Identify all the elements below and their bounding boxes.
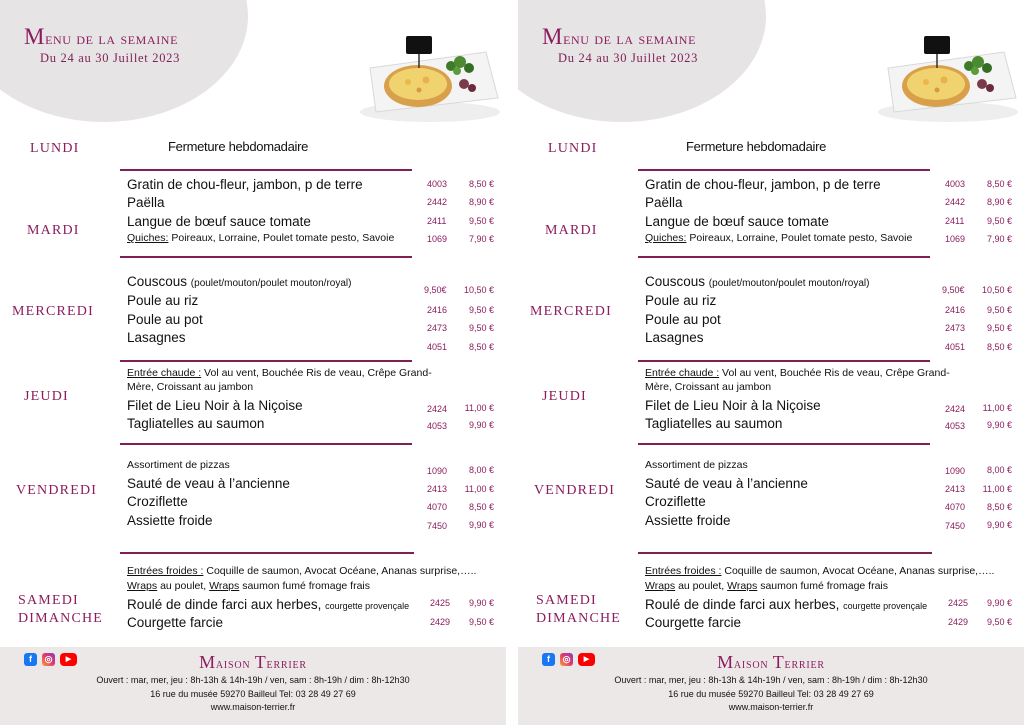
dish-name: Gratin de chou-fleur, jambon, p de terre bbox=[127, 177, 363, 192]
brand-logo: Maison Terrier bbox=[199, 652, 307, 672]
instagram-icon[interactable]: ◎ bbox=[42, 653, 55, 666]
dish-name: Langue de bœuf sauce tomate bbox=[127, 214, 311, 229]
dish-code: 1069 bbox=[427, 234, 448, 244]
dish-name: Tagliatelles au saumon bbox=[127, 416, 265, 431]
dish-name: Gratin de chou-fleur, jambon, p de terre bbox=[645, 177, 881, 192]
dish-name: Lasagnes bbox=[127, 330, 186, 345]
address-phone: 16 rue du musée 59270 Bailleul Tel: 03 28 49 27 69 bbox=[668, 689, 874, 699]
dish-name: Courgette farcie bbox=[645, 615, 742, 630]
dish-code: 7450 bbox=[427, 521, 448, 531]
dish-name: Poule au riz bbox=[127, 293, 199, 308]
footer bbox=[0, 647, 506, 725]
pizza-plate-photo bbox=[874, 24, 1022, 126]
day-label-dimanche: DIMANCHE bbox=[536, 611, 622, 626]
dish-price: 8,90 € bbox=[468, 197, 494, 207]
menu-title: Menu de la semaine bbox=[24, 24, 178, 49]
section-divider bbox=[638, 360, 930, 362]
dish-name: Assortiment de pizzas bbox=[127, 459, 230, 471]
dish-price: 9,90 € bbox=[986, 598, 1012, 608]
dish-price: 9,50 € bbox=[986, 305, 1012, 315]
section-divider bbox=[120, 443, 412, 445]
dish-name: Lasagnes bbox=[645, 330, 704, 345]
youtube-icon[interactable]: ▶ bbox=[578, 653, 595, 666]
day-label-lundi: LUNDI bbox=[548, 141, 598, 156]
section-divider bbox=[120, 552, 414, 554]
dish-price: 9,90 € bbox=[468, 420, 494, 430]
dish-code: 2473 bbox=[427, 323, 448, 333]
youtube-icon[interactable]: ▶ bbox=[60, 653, 77, 666]
lundi-closed-note: Fermeture hebdomadaire bbox=[686, 139, 827, 154]
dish-name: Roulé de dinde farci aux herbes, courgette provençale bbox=[645, 597, 928, 612]
dish-code: 4051 bbox=[945, 342, 966, 352]
dish-code: 2411 bbox=[427, 216, 447, 226]
dish-price: 8,50 € bbox=[468, 342, 494, 352]
dish-price: 9,50 € bbox=[986, 323, 1012, 333]
section-divider bbox=[120, 360, 412, 362]
dish-name: Tagliatelles au saumon bbox=[645, 416, 783, 431]
dish-code: 4003 bbox=[945, 179, 966, 189]
dish-price: 11,00 € bbox=[464, 484, 494, 494]
dish-code: 2411 bbox=[945, 216, 965, 226]
dish-price: 7,90 € bbox=[986, 234, 1012, 244]
dish-code: 2416 bbox=[427, 305, 448, 315]
dish-code: 2473 bbox=[945, 323, 966, 333]
dish-name: Roulé de dinde farci aux herbes, courgette provençale bbox=[127, 597, 410, 612]
dish-name: Filet de Lieu Noir à la Niçoise bbox=[127, 398, 303, 413]
entree-chaude-line: Entrée chaude : Vol au vent, Bouchée Ris de veau, Crêpe Grand-Mère, Croissant au jambon bbox=[645, 367, 950, 393]
dish-price: 7,90 € bbox=[468, 234, 494, 244]
menu-page-right bbox=[518, 0, 1024, 725]
wraps-line: Wraps au poulet, Wraps saumon fumé fromage frais bbox=[127, 580, 371, 592]
dish-name: Assortiment de pizzas bbox=[645, 459, 748, 471]
dish-code: 2416 bbox=[945, 305, 966, 315]
dish-price: 8,00 € bbox=[986, 465, 1012, 475]
dish-name: Croziflette bbox=[127, 494, 188, 509]
dish-price: 9,50 € bbox=[468, 216, 494, 226]
day-label-jeudi: JEUDI bbox=[24, 389, 69, 404]
day-label-vendredi: VENDREDI bbox=[16, 483, 98, 498]
dish-price: 8,00 € bbox=[468, 465, 494, 475]
dish-price: 9,90 € bbox=[468, 520, 494, 530]
dish-price: 9,50 € bbox=[986, 216, 1012, 226]
dish-code: 2424 bbox=[945, 404, 966, 414]
dish-name: Paëlla bbox=[645, 195, 683, 210]
dish-price: 9,50 € bbox=[468, 323, 494, 333]
dish-code: 4070 bbox=[945, 502, 966, 512]
day-label-samedi: SAMEDI bbox=[536, 593, 597, 608]
dish-code: 2413 bbox=[427, 484, 448, 494]
dish-price: 8,90 € bbox=[986, 197, 1012, 207]
dish-name: Courgette farcie bbox=[127, 615, 224, 630]
dish-price: 10,50 € bbox=[463, 285, 494, 295]
section-divider bbox=[638, 169, 930, 171]
section-divider bbox=[120, 169, 412, 171]
dish-price: 8,50 € bbox=[468, 179, 494, 189]
dish-code: 2429 bbox=[948, 617, 969, 627]
day-label-jeudi: JEUDI bbox=[542, 389, 587, 404]
day-label-lundi: LUNDI bbox=[30, 141, 80, 156]
dish-price: 11,00 € bbox=[982, 403, 1012, 413]
dish-code: 9,50€ bbox=[424, 285, 447, 295]
quiches-line: Quiches: Poireaux, Lorraine, Poulet tomate pesto, Savoie bbox=[645, 232, 913, 244]
facebook-icon[interactable]: f bbox=[24, 653, 37, 666]
dish-code: 2442 bbox=[945, 197, 966, 207]
dish-price: 11,00 € bbox=[464, 403, 494, 413]
dish-name: Langue de bœuf sauce tomate bbox=[645, 214, 829, 229]
dish-code: 4051 bbox=[427, 342, 448, 352]
dish-price: 9,50 € bbox=[468, 617, 494, 627]
brand-logo: Maison Terrier bbox=[717, 652, 825, 672]
day-label-mercredi: MERCREDI bbox=[530, 304, 612, 319]
dish-code: 4053 bbox=[945, 421, 966, 431]
menu-dates: Du 24 au 30 Juillet 2023 bbox=[558, 51, 699, 65]
instagram-icon[interactable]: ◎ bbox=[560, 653, 573, 666]
menu-title: Menu de la semaine bbox=[542, 24, 696, 49]
dish-name: Poule au pot bbox=[645, 312, 721, 327]
dish-name: Couscous (poulet/mouton/poulet mouton/royal) bbox=[127, 274, 352, 289]
dish-name: Poule au riz bbox=[645, 293, 717, 308]
menu-page-left bbox=[0, 0, 506, 725]
dish-price: 8,50 € bbox=[986, 179, 1012, 189]
dish-name: Assiette froide bbox=[645, 513, 731, 528]
dish-name: Sauté de veau à l’ancienne bbox=[127, 476, 290, 491]
dish-name: Paëlla bbox=[127, 195, 165, 210]
dish-name: Croziflette bbox=[645, 494, 706, 509]
dish-code: 2425 bbox=[948, 598, 969, 608]
dish-code: 2413 bbox=[945, 484, 966, 494]
dish-price: 9,90 € bbox=[986, 520, 1012, 530]
section-divider bbox=[638, 552, 932, 554]
quiches-line: Quiches: Poireaux, Lorraine, Poulet tomate pesto, Savoie bbox=[127, 232, 395, 244]
entrees-froides-line: Entrées froides : Coquille de saumon, Avocat Océane, Ananas surprise,….. bbox=[127, 565, 477, 577]
section-divider bbox=[120, 256, 412, 258]
dish-code: 9,50€ bbox=[942, 285, 965, 295]
website-link[interactable]: www.maison-terrier.fr bbox=[728, 702, 814, 712]
entrees-froides-line: Entrées froides : Coquille de saumon, Avocat Océane, Ananas surprise,….. bbox=[645, 565, 995, 577]
dish-price: 9,90 € bbox=[468, 598, 494, 608]
dish-code: 2429 bbox=[430, 617, 451, 627]
dish-code: 1090 bbox=[945, 466, 966, 476]
dish-name: Assiette froide bbox=[127, 513, 213, 528]
dish-price: 8,50 € bbox=[468, 502, 494, 512]
dish-code: 2425 bbox=[430, 598, 451, 608]
dish-code: 7450 bbox=[945, 521, 966, 531]
website-link[interactable]: www.maison-terrier.fr bbox=[210, 702, 296, 712]
dish-code: 4003 bbox=[427, 179, 448, 189]
dish-price: 11,00 € bbox=[982, 484, 1012, 494]
dish-code: 2442 bbox=[427, 197, 448, 207]
day-label-mardi: MARDI bbox=[545, 223, 598, 238]
day-label-mardi: MARDI bbox=[27, 223, 80, 238]
address-phone: 16 rue du musée 59270 Bailleul Tel: 03 28 49 27 69 bbox=[150, 689, 356, 699]
dish-name: Sauté de veau à l’ancienne bbox=[645, 476, 808, 491]
opening-hours: Ouvert : mar, mer, jeu : 8h-13h & 14h-19h / ven, sam : 8h-19h / dim : 8h-12h30 bbox=[614, 675, 928, 685]
entree-chaude-line: Entrée chaude : Vol au vent, Bouchée Ris de veau, Crêpe Grand-Mère, Croissant au jambon bbox=[127, 367, 432, 393]
day-label-samedi: SAMEDI bbox=[18, 593, 79, 608]
day-label-mercredi: MERCREDI bbox=[12, 304, 94, 319]
dish-price: 8,50 € bbox=[986, 502, 1012, 512]
footer bbox=[518, 647, 1024, 725]
dish-code: 2424 bbox=[427, 404, 448, 414]
dish-name: Couscous (poulet/mouton/poulet mouton/royal) bbox=[645, 274, 870, 289]
dish-code: 4070 bbox=[427, 502, 448, 512]
section-divider bbox=[638, 256, 930, 258]
wraps-line: Wraps au poulet, Wraps saumon fumé fromage frais bbox=[645, 580, 889, 592]
facebook-icon[interactable]: f bbox=[542, 653, 555, 666]
dish-name: Poule au pot bbox=[127, 312, 203, 327]
dish-name: Filet de Lieu Noir à la Niçoise bbox=[645, 398, 821, 413]
dish-price: 9,50 € bbox=[468, 305, 494, 315]
dish-price: 10,50 € bbox=[981, 285, 1012, 295]
lundi-closed-note: Fermeture hebdomadaire bbox=[168, 139, 309, 154]
dish-price: 9,50 € bbox=[986, 617, 1012, 627]
dish-code: 1090 bbox=[427, 466, 448, 476]
dish-code: 1069 bbox=[945, 234, 966, 244]
dish-price: 8,50 € bbox=[986, 342, 1012, 352]
day-label-vendredi: VENDREDI bbox=[534, 483, 616, 498]
dish-price: 9,90 € bbox=[986, 420, 1012, 430]
dish-code: 4053 bbox=[427, 421, 448, 431]
day-label-dimanche: DIMANCHE bbox=[18, 611, 104, 626]
section-divider bbox=[638, 443, 930, 445]
pizza-plate-photo bbox=[356, 24, 504, 126]
menu-dates: Du 24 au 30 Juillet 2023 bbox=[40, 51, 181, 65]
opening-hours: Ouvert : mar, mer, jeu : 8h-13h & 14h-19h / ven, sam : 8h-19h / dim : 8h-12h30 bbox=[96, 675, 410, 685]
